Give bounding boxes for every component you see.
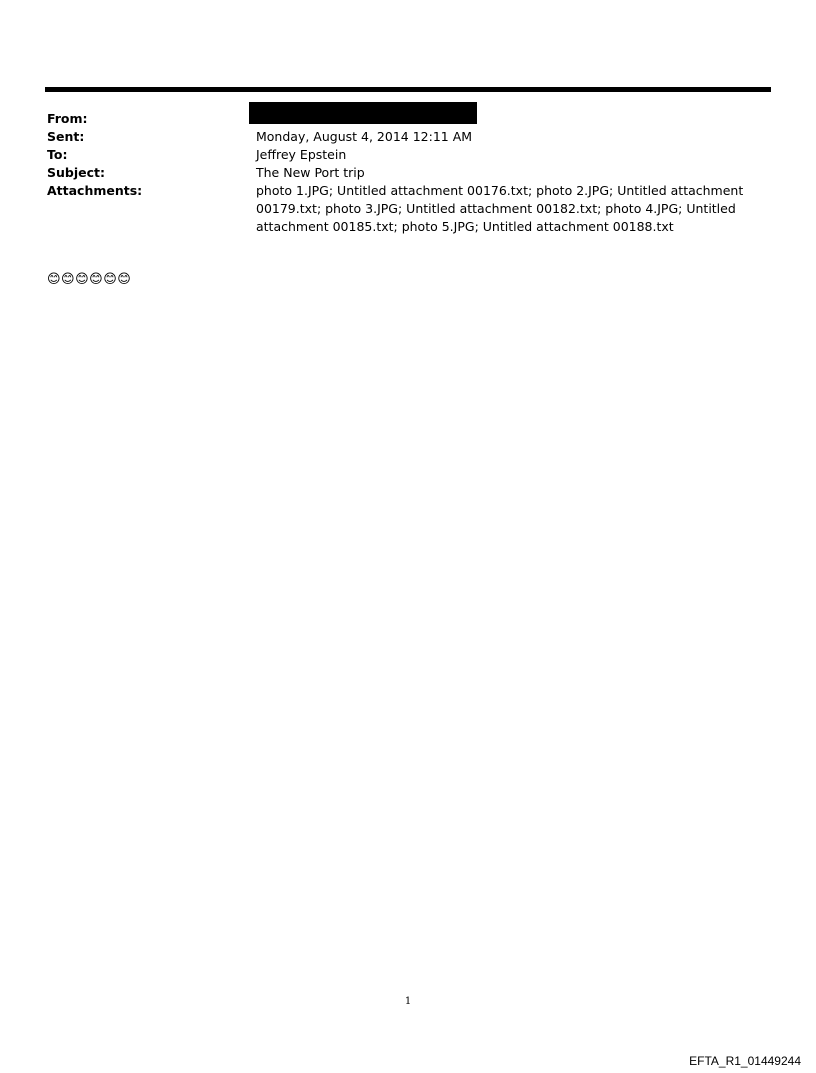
bates-number: EFTA_R1_01449244 [689, 1054, 801, 1068]
from-row [47, 110, 747, 128]
attachments-row [47, 182, 747, 236]
subject-label: Subject: [47, 165, 105, 180]
email-header [47, 110, 747, 236]
subject-row [47, 164, 747, 182]
from-label: From: [47, 111, 88, 126]
top-rule [45, 87, 771, 92]
subject-value: The New Port trip [256, 165, 365, 180]
sent-row [47, 128, 747, 146]
to-label: To: [47, 147, 68, 162]
attachments-value: photo 1.JPG; Untitled attachment 00176.txt; photo 2.JPG; Untitled attachment 00179.txt; photo 3.JPG; Untitled attachment 00182.txt; photo 4.JPG; Untitled attachment 00185.txt; photo 5.JPG; Untitled attachment 00188.txt [256, 183, 744, 234]
to-row [47, 146, 747, 164]
page-number: 1 [404, 996, 412, 1007]
sent-label: Sent: [47, 129, 85, 144]
attachments-label: Attachments: [47, 183, 143, 198]
sent-value: Monday, August 4, 2014 12:11 AM [256, 129, 473, 144]
message-body: 😊😊😊😊😊😊 [47, 272, 132, 287]
to-value: Jeffrey Epstein [256, 147, 347, 162]
